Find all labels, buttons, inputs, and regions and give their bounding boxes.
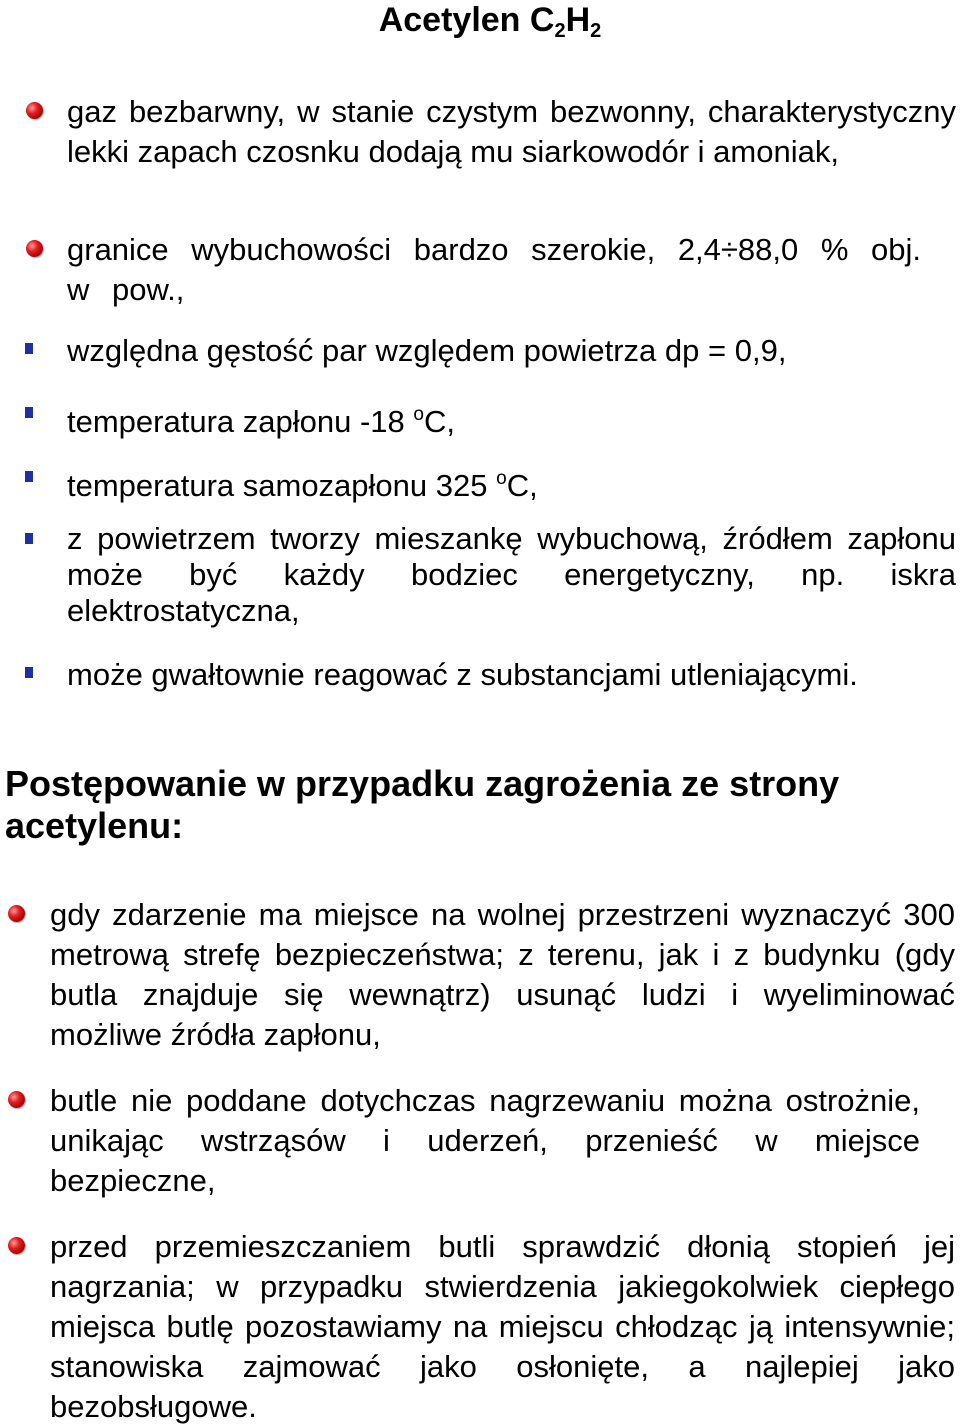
title-text: Acetylen C [378, 1, 555, 39]
degree-superscript: o [496, 468, 507, 489]
property-text-part: C, [423, 404, 455, 439]
title-subscript-2: 2 [590, 20, 602, 42]
square-bullet-icon [25, 407, 33, 418]
red-sphere-bullet-icon [8, 1237, 25, 1254]
title-text-h: H [565, 1, 591, 39]
section-heading: Postępowanie w przypadku zagrożenia ze strony acetylenu: [5, 763, 840, 846]
square-bullet-icon [25, 533, 33, 544]
property-text: z powietrzem tworzy mieszankę wybuchową, źródłem zapłonu może być każdy bodziec energetyczny, np. iskra elektrostatyczna, [67, 521, 956, 628]
red-sphere-bullet-icon [8, 1091, 25, 1108]
property-text [67, 459, 956, 506]
property-text-part: C, [506, 468, 538, 503]
property-text-part: temperatura samozapłonu 325 [67, 468, 497, 503]
square-bullet-icon [25, 343, 33, 354]
red-sphere-bullet-icon [26, 240, 43, 257]
property-text: względna gęstość par względem powietrza dp = 0,9, [67, 333, 787, 368]
red-sphere-bullet-icon [26, 102, 43, 119]
title-subscript-1: 2 [554, 20, 566, 42]
property-text: granice wybuchowości bardzo szerokie, 2,4÷88,0 % obj. w pow., [67, 232, 922, 307]
property-text: gaz bezbarwny, w stanie czystym bezwonny, charakterystyczny lekki zapach czosnku dodają mu siarkowodór i amoniak, [67, 94, 956, 169]
property-text-part: temperatura zapłonu -18 [67, 404, 414, 439]
page-title [0, 0, 960, 51]
degree-superscript: o [413, 404, 424, 425]
procedure-text: gdy zdarzenie ma miejsce na wolnej przestrzeni wyznaczyć 300 metrową strefę bezpieczeństwa; z terenu, jak i z budynku (gdy butla znajduje się wewnątrz) usunąć ludzi i wyeliminować możliwe źródła zapłonu, [50, 897, 955, 1052]
procedure-text: przed przemieszczaniem butli sprawdzić dłonią stopień jej nagrzania; w przypadku stwierdzenia jakiegokolwiek ciepłego miejsca butlę pozostawiamy na miejscu chłodząc ją intensywnie; stanowiska zajmować jako osłonięte, a najlepiej jako bezobsługowe. [50, 1229, 955, 1424]
square-bullet-icon [25, 667, 33, 678]
red-sphere-bullet-icon [8, 905, 25, 922]
procedure-text: butle nie poddane dotychczas nagrzewaniu można ostrożnie, unikając wstrząsów i uderzeń, przenieść w miejsce bezpieczne, [50, 1083, 920, 1198]
property-text: może gwałtownie reagować z substancjami utleniającymi. [67, 657, 858, 692]
property-text [67, 395, 956, 442]
square-bullet-icon [25, 471, 33, 482]
